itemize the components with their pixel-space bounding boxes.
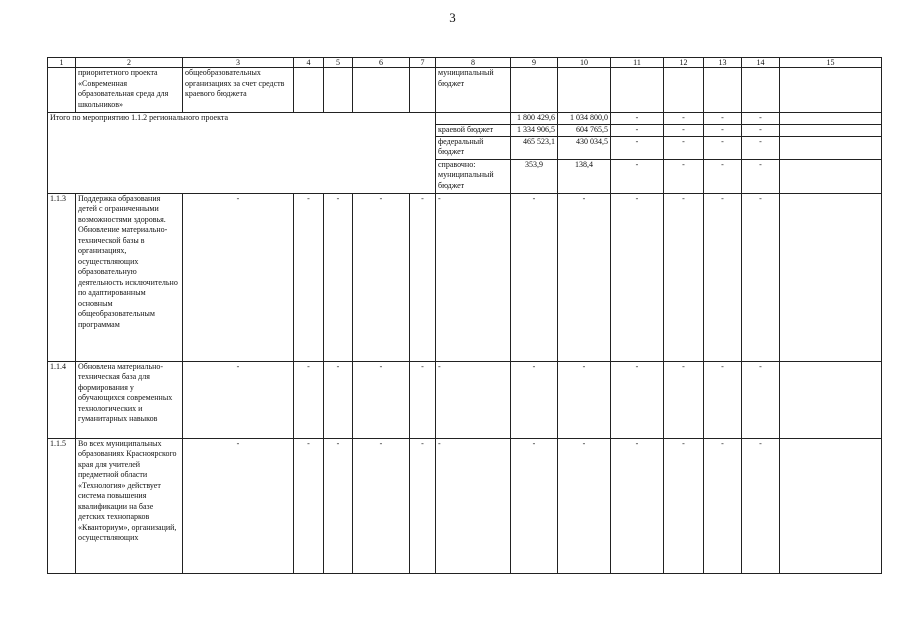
amount-cell: 430 034,5: [558, 136, 611, 159]
col-header: 8: [436, 58, 511, 68]
funding-source-cell: общеобразовательных организациях за счет средств краевого бюджета: [183, 68, 294, 113]
budget-type-cell: федеральный бюджет: [436, 136, 511, 159]
table-row: 1.1.5 Во всех муниципальных образованиях Красноярского края для учителей предметной области «Технология» действует система повышения квалификации на базе детских технопарков «Кванториум», организаций, осуществляющих - - - - - - - - - - - -: [48, 438, 882, 573]
total-row: Итого по мероприятию 1.1.2 регионального проекта 1 800 429,6 1 034 800,0 - - - -: [48, 113, 882, 125]
item-number: 1.1.4: [48, 361, 76, 438]
col-header: 11: [611, 58, 664, 68]
table-row: [48, 68, 882, 113]
col-header: 2: [76, 58, 183, 68]
project-name-cell: приоритетного проекта «Современная образовательная среда для школьников»: [76, 68, 183, 113]
col-header: 7: [410, 58, 436, 68]
budget-type-cell: краевой бюджет: [436, 125, 511, 137]
col-header: 14: [742, 58, 780, 68]
total-row: справочно: муниципальный бюджет 353,9 138,4 - - - -: [48, 159, 882, 193]
amount-cell: 353,9: [511, 159, 558, 193]
col-header: 5: [324, 58, 353, 68]
total-row: краевой бюджет 1 334 906,5 604 765,5 - - - -: [48, 125, 882, 137]
column-number-row: [48, 58, 882, 68]
col-header: 1: [48, 58, 76, 68]
amount-cell: 465 523,1: [511, 136, 558, 159]
budget-table: [47, 57, 882, 574]
amount-cell: 1 334 906,5: [511, 125, 558, 137]
col-header: 15: [780, 58, 882, 68]
col-header: 4: [294, 58, 324, 68]
col-header: 10: [558, 58, 611, 68]
col-header: 9: [511, 58, 558, 68]
col-header: 3: [183, 58, 294, 68]
budget-type-cell: муниципальный бюджет: [436, 68, 511, 113]
total-row: федеральный бюджет 465 523,1 430 034,5 - - - -: [48, 136, 882, 159]
amount-cell: 138,4: [558, 159, 611, 193]
page-number: 3: [449, 10, 456, 25]
item-description: Во всех муниципальных образованиях Красноярского края для учителей предметной области «Технология» действует система повышения квалификации на базе детских технопарков «Кванториум», организаций, осуществляющих: [76, 438, 183, 573]
amount-cell: 1 800 429,6: [511, 113, 558, 125]
table-row: 1.1.4 Обновлена материально-техническая база для формирования у обучающихся современных технологических и гуманитарных навыков - - - - - - - - - - - -: [48, 361, 882, 438]
total-label: Итого по мероприятию 1.1.2 регионального проекта: [48, 113, 436, 194]
col-header: 12: [664, 58, 704, 68]
table-row: 1.1.3 Поддержка образования детей с ограниченными возможностями здоровья. Обновление материально-технической базы в организациях, осуществляющих образовательную деятельность исключительно по адаптированным основным общеобразовательным программам - - - - - - - - - - - -: [48, 193, 882, 361]
item-description: Обновлена материально-техническая база для формирования у обучающихся современных технологических и гуманитарных навыков: [76, 361, 183, 438]
item-number: 1.1.5: [48, 438, 76, 573]
col-header: 6: [353, 58, 410, 68]
amount-cell: 1 034 800,0: [558, 113, 611, 125]
budget-type-cell: справочно: муниципальный бюджет: [436, 159, 511, 193]
amount-cell: 604 765,5: [558, 125, 611, 137]
item-description: Поддержка образования детей с ограниченными возможностями здоровья. Обновление материально-технической базы в организациях, осуществляющих образовательную деятельность исключительно по адаптированным основным общеобразовательным программам: [76, 193, 183, 361]
item-number: 1.1.3: [48, 193, 76, 361]
col-header: 13: [704, 58, 742, 68]
